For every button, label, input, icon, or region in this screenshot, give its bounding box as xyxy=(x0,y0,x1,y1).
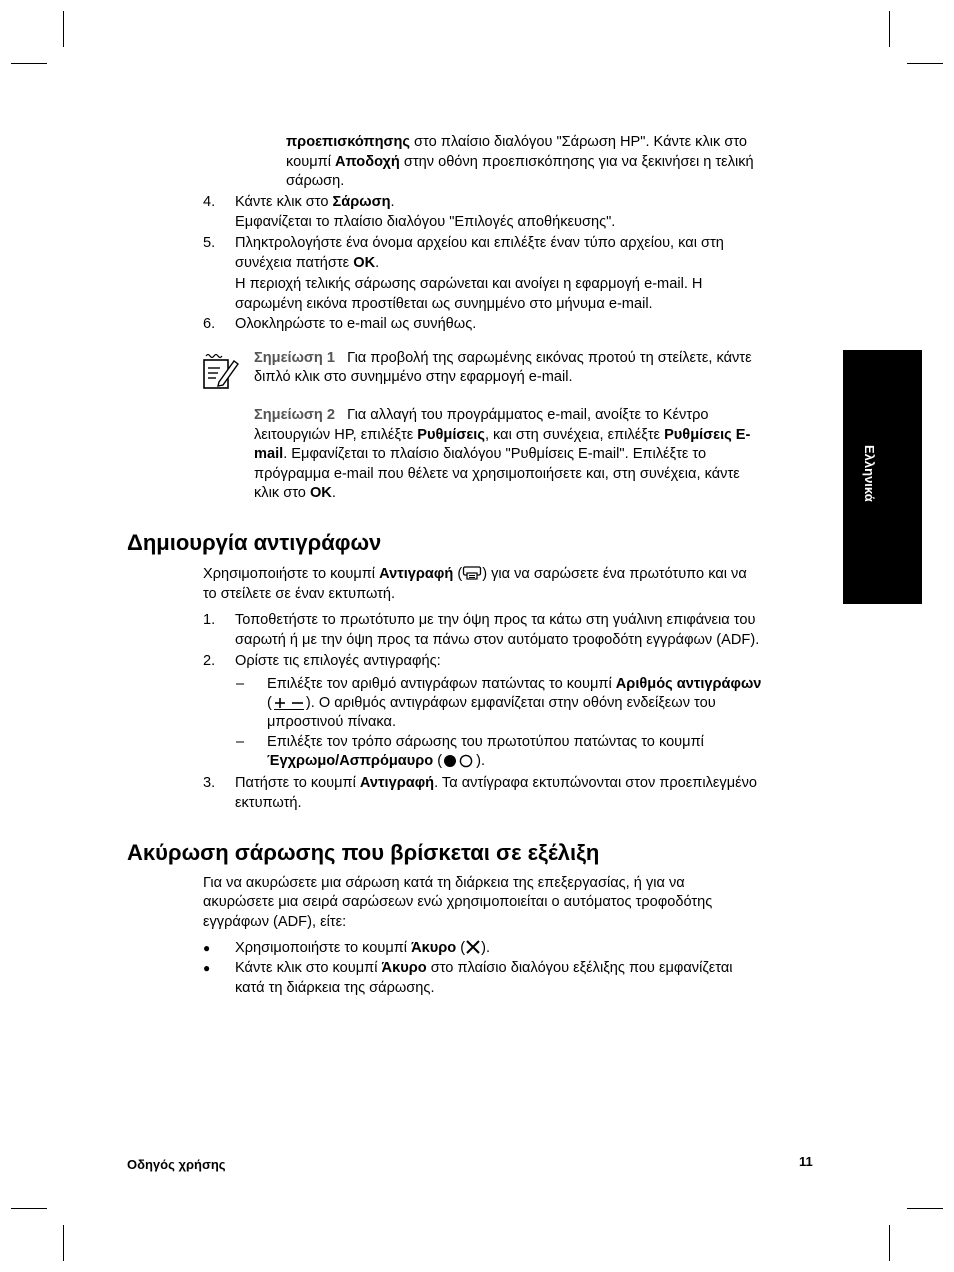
step-number: 5. xyxy=(203,235,216,251)
note-2-line: λειτουργιών HP, επιλέξτε Ρυθμίσεις, και στη συνέχεια, επιλέξτε Ρυθμίσεις E- xyxy=(254,427,751,443)
note-2-line: mail. Εμφανίζεται το πλαίσιο διαλόγου "Ρυθμίσεις E-mail". Επιλέξτε το xyxy=(254,446,707,462)
step-text: Ορίστε τις επιλογές αντιγραφής: xyxy=(235,653,441,669)
step-subtext: Εμφανίζεται το πλαίσιο διαλόγου "Επιλογές αποθήκευσης". xyxy=(235,214,616,230)
section-heading-copies: Δημιουργία αντιγράφων xyxy=(127,530,382,555)
sub-item-text: ( ). Ο αριθμός αντιγράφων εμφανίζεται στην οθόνη ενδείξεων του xyxy=(267,695,716,711)
step-text: εκτυπωτή. xyxy=(235,795,302,811)
paragraph-line: Για να ακυρώσετε μια σάρωση κατά τη διάρκεια της επεξεργασίας, ή για να xyxy=(203,875,685,891)
step-subtext: Η περιοχή τελικής σάρωσης σαρώνεται και ανοίγει η εφαρμογή e-mail. Η xyxy=(235,276,703,292)
crop-mark xyxy=(63,1225,64,1261)
sub-item-text: Επιλέξτε τον τρόπο σάρωσης του πρωτοτύπου πατώντας το κουμπί xyxy=(267,734,704,750)
bullet-text: κατά τη διάρκεια της σάρωσης. xyxy=(235,980,435,996)
crop-mark xyxy=(889,11,890,47)
bullet: ● xyxy=(203,961,211,975)
paragraph-line: Χρησιμοποιήστε το κουμπί Αντιγραφή ( ) για να σαρώσετε ένα πρωτότυπο και να xyxy=(203,566,747,582)
language-label: Ελληνικά xyxy=(862,445,877,502)
dash-bullet: – xyxy=(236,676,245,692)
sub-item-text: Έγχρωμο/Ασπρόμαυρο ( ). xyxy=(267,753,486,769)
note-2: Σημείωση 2 Για αλλαγή του προγράμματος e-mail, ανοίξτε το Κέντρο xyxy=(254,407,709,423)
step-text: Πατήστε το κουμπί Αντιγραφή. Τα αντίγραφα εκτυπώνονται στον προεπιλεγμένο xyxy=(235,775,758,791)
page-number: 11 xyxy=(799,1154,813,1169)
step-text: Τοποθετήστε το πρωτότυπο με την όψη προς τα κάτω στη γυάλινη επιφάνεια του xyxy=(235,612,756,628)
section-heading-cancel: Ακύρωση σάρωσης που βρίσκεται σε εξέλιξη xyxy=(127,840,600,865)
step-text: συνέχεια πατήστε OK. xyxy=(235,255,380,271)
bullet-text: Χρησιμοποιήστε το κουμπί Άκυρο ( ). xyxy=(235,940,491,956)
sub-item-text: μπροστινού πίνακα. xyxy=(267,714,397,730)
paragraph-line: κουμπί Αποδοχή στην οθόνη προεπισκόπησης για να ξεκινήσει η τελική xyxy=(286,154,754,170)
dash-bullet: – xyxy=(236,734,245,750)
crop-mark xyxy=(11,63,47,64)
paragraph-line: το στείλετε σε έναν εκτυπωτή. xyxy=(203,586,396,602)
step-number: 3. xyxy=(203,775,216,791)
step-number: 6. xyxy=(203,316,216,332)
cancel-x-icon xyxy=(465,939,481,955)
note-2-line: πρόγραμμα e-mail που θέλετε να χρησιμοποιήσετε και, στη συνέχεια, κάντε xyxy=(254,466,740,482)
step-number: 2. xyxy=(203,653,216,669)
language-side-tab xyxy=(843,350,922,604)
note-icon xyxy=(202,352,240,390)
color-bw-icon xyxy=(442,752,476,768)
crop-mark xyxy=(889,1225,890,1261)
plus-minus-icon xyxy=(272,694,306,710)
bullet: ● xyxy=(203,941,211,955)
step-subtext: σαρωμένη εικόνα προστίθεται ως συνημμένο στο μήνυμα e-mail. xyxy=(235,296,653,312)
note-1: Σημείωση 1 Για προβολή της σαρωμένης εικόνας προτού τη στείλετε, κάντε xyxy=(254,350,752,366)
sub-item-text: Επιλέξτε τον αριθμό αντιγράφων πατώντας το κουμπί Αριθμός αντιγράφων xyxy=(267,676,762,692)
bullet-text: Κάντε κλικ στο κουμπί Άκυρο στο πλαίσιο διαλόγου εξέλιξης που εμφανίζεται xyxy=(235,960,733,976)
step-text: Ολοκληρώστε το e-mail ως συνήθως. xyxy=(235,316,477,332)
crop-mark xyxy=(907,63,943,64)
paragraph-line: προεπισκόπησης στο πλαίσιο διαλόγου "Σάρωση HP". Κάντε κλικ στο xyxy=(286,134,748,150)
crop-mark xyxy=(11,1208,47,1209)
step-text: σαρωτή ή με την όψη προς τα πάνω στον αυτόματο τροφοδότη εγγράφων (ADF). xyxy=(235,632,760,648)
step-number: 1. xyxy=(203,612,216,628)
step-text: Κάντε κλικ στο Σάρωση. xyxy=(235,194,395,210)
step-text: Πληκτρολογήστε ένα όνομα αρχείου και επιλέξτε έναν τύπο αρχείου, και στη xyxy=(235,235,724,251)
crop-mark xyxy=(907,1208,943,1209)
note-2-line: κλικ στο OK. xyxy=(254,485,336,501)
paragraph-line: σάρωση. xyxy=(286,173,345,189)
copy-icon xyxy=(462,565,482,581)
paragraph-line: εγγράφων (ADF), είτε: xyxy=(203,914,347,930)
footer-title: Οδηγός χρήσης xyxy=(127,1157,226,1172)
paragraph-line: ακυρώσετε μια σειρά σαρώσεων ενώ χρησιμοποιείται ο αυτόματος τροφοδότης xyxy=(203,894,713,910)
step-number: 4. xyxy=(203,194,216,210)
note-1-line: διπλό κλικ στο συνημμένο στην εφαρμογή e-mail. xyxy=(254,369,573,385)
crop-mark xyxy=(63,11,64,47)
